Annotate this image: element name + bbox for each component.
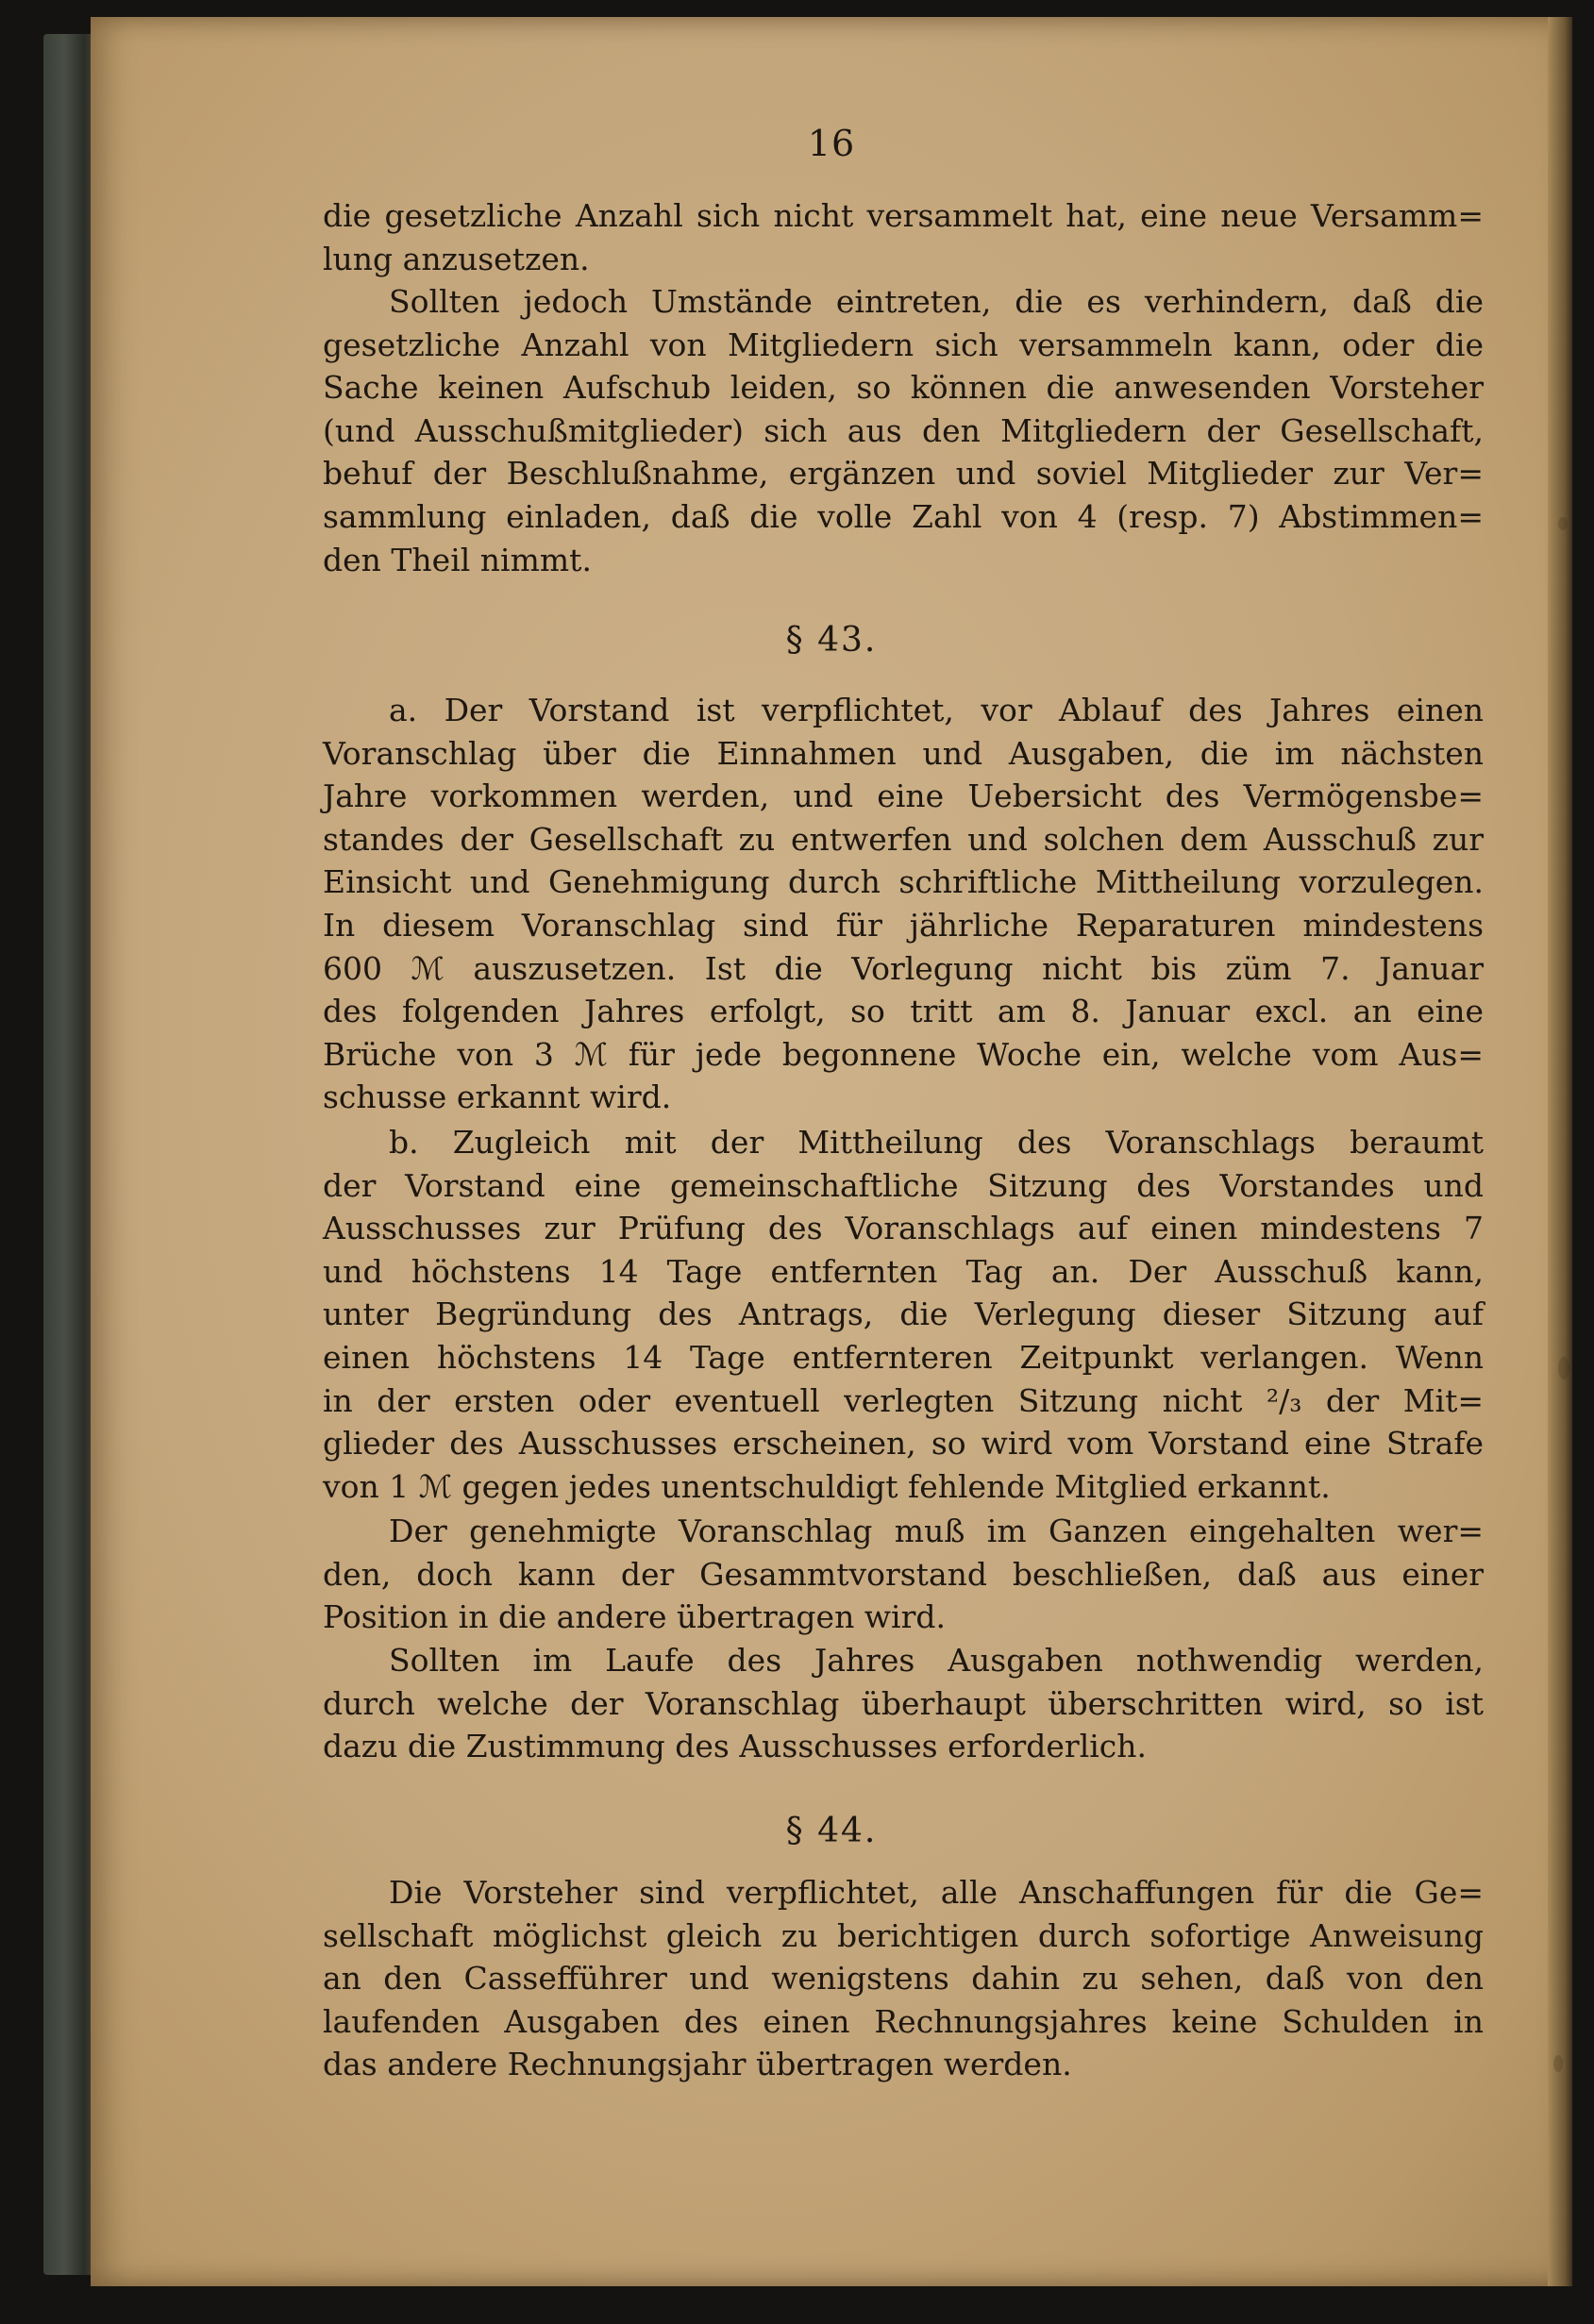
page-edge-shadow (1548, 17, 1572, 2286)
text-line: dazu die Zustimmung des Ausschusses erforderlich. (323, 1728, 1148, 1765)
text-line: (und Ausschußmitglieder) sich aus den Mitgliedern der Gesellschaft, (323, 411, 1484, 449)
text-line: von 1 ℳ gegen jedes unentschuldigt fehlende Mitglied erkannt. (323, 1467, 1331, 1505)
page-number: 16 (807, 123, 856, 164)
text-line: Brüche von 3 ℳ für jede begonnene Woche ein, welche vom Aus= (323, 1035, 1484, 1073)
paragraph-a (323, 689, 1484, 1119)
text-line: durch welche der Voranschlag überhaupt überschritten wird, so ist (323, 1684, 1484, 1722)
paragraph-continuation (323, 194, 1484, 280)
text-line: laufenden Ausgaben des einen Rechnungsjahres keine Schulden in (323, 2002, 1484, 2040)
text-line: Ausschusses zur Prüfung des Voranschlags auf einen mindestens 7 (323, 1210, 1484, 1247)
text-line: Sollten im Laufe des Jahres Ausgaben nothwendig werden, (389, 1642, 1484, 1679)
paper-stain (1553, 2055, 1563, 2072)
text-line: Sache keinen Aufschub leiden, so können die anwesenden Vorsteher (323, 369, 1484, 407)
paper-stain (1558, 517, 1568, 530)
text-line: a. Der Vorstand ist verpflichtet, vor Ablauf des Jahres einen (389, 692, 1484, 728)
text-line: an den Cassefführer und wenigstens dahin zu sehen, daß von den (323, 1960, 1484, 1998)
text-line: In diesem Voranschlag sind für jährliche Reparaturen mindestens (323, 906, 1484, 944)
text-line: der Vorstand eine gemeinschaftliche Sitzung des Vorstandes und (323, 1166, 1484, 1204)
text-line: einen höchstens 14 Tage entfernteren Zeitpunkt verlangen. Wenn (323, 1338, 1484, 1376)
text-line: behuf der Beschlußnahme, ergänzen und soviel Mitglieder zur Ver= (323, 455, 1484, 493)
text-line: und höchstens 14 Tage entfernten Tag an. Der Ausschuß kann, (323, 1252, 1484, 1290)
text-line: Jahre vorkommen werden, und eine Uebersicht des Vermögensbe= (323, 777, 1484, 815)
paragraph-umstaende (323, 280, 1484, 581)
text-line: Die Vorsteher sind verpflichtet, alle Anschaffungen für die Ge= (389, 1874, 1484, 1911)
text-line: unter Begründung des Antrags, die Verlegung dieser Sitzung auf (323, 1296, 1484, 1333)
section-heading-43: § 43. (785, 621, 878, 660)
text-line: Einsicht und Genehmigung durch schriftliche Mittheilung vorzulegen. (323, 863, 1484, 901)
text-line: die gesetzliche Anzahl sich nicht versammelt hat, eine neue Versamm= (323, 197, 1484, 234)
book-page (91, 17, 1572, 2286)
text-line: lung anzusetzen. (323, 240, 590, 277)
paragraph-b (323, 1121, 1484, 1508)
text-line: Position in die andere übertragen wird. (323, 1598, 946, 1636)
text-line: standes der Gesellschaft zu entwerfen und solchen dem Ausschuß zur (323, 820, 1484, 858)
paragraph-vorsteher (323, 1871, 1484, 2086)
text-line: den, doch kann der Gesammtvorstand beschließen, daß aus einer (323, 1555, 1484, 1593)
text-line: sammlung einladen, daß die volle Zahl von 4 (resp. 7) Abstimmen= (323, 497, 1484, 535)
text-line: gesetzliche Anzahl von Mitgliedern sich versammeln kann, oder die (323, 326, 1484, 363)
section-heading-44: § 44. (785, 1812, 878, 1850)
text-line: glieder des Ausschusses erscheinen, so wird vom Vorstand eine Strafe (323, 1425, 1484, 1463)
text-line: sellschaft möglichst gleich zu berichtigen durch sofortige Anweisung (323, 1916, 1484, 1954)
text-line: 600 ℳ auszusetzen. Ist die Vorlegung nicht bis züm 7. Januar (323, 949, 1484, 987)
paper-stain (1558, 1357, 1569, 1379)
text-line: den Theil nimmt. (323, 541, 592, 578)
paragraph-genehmigte (323, 1510, 1484, 1639)
text-line: schusse erkannt wird. (323, 1078, 672, 1116)
text-line: b. Zugleich mit der Mittheilung des Voranschlags beraumt (389, 1124, 1484, 1161)
text-line: Der genehmigte Voranschlag muß im Ganzen eingehalten wer= (389, 1513, 1484, 1549)
text-line: Voranschlag über die Einnahmen und Ausgaben, die im nächsten (323, 734, 1484, 772)
text-line: Sollten jedoch Umstände eintreten, die es verhindern, daß die (389, 283, 1484, 320)
paragraph-ausgaben (323, 1639, 1484, 1768)
text-line: des folgenden Jahres erfolgt, so tritt am 8. Januar excl. an eine (323, 993, 1484, 1030)
text-line: das andere Rechnungsjahr übertragen werden. (323, 2046, 1072, 2083)
text-line: in der ersten oder eventuell verlegten Sitzung nicht ²/₃ der Mit= (323, 1381, 1484, 1419)
